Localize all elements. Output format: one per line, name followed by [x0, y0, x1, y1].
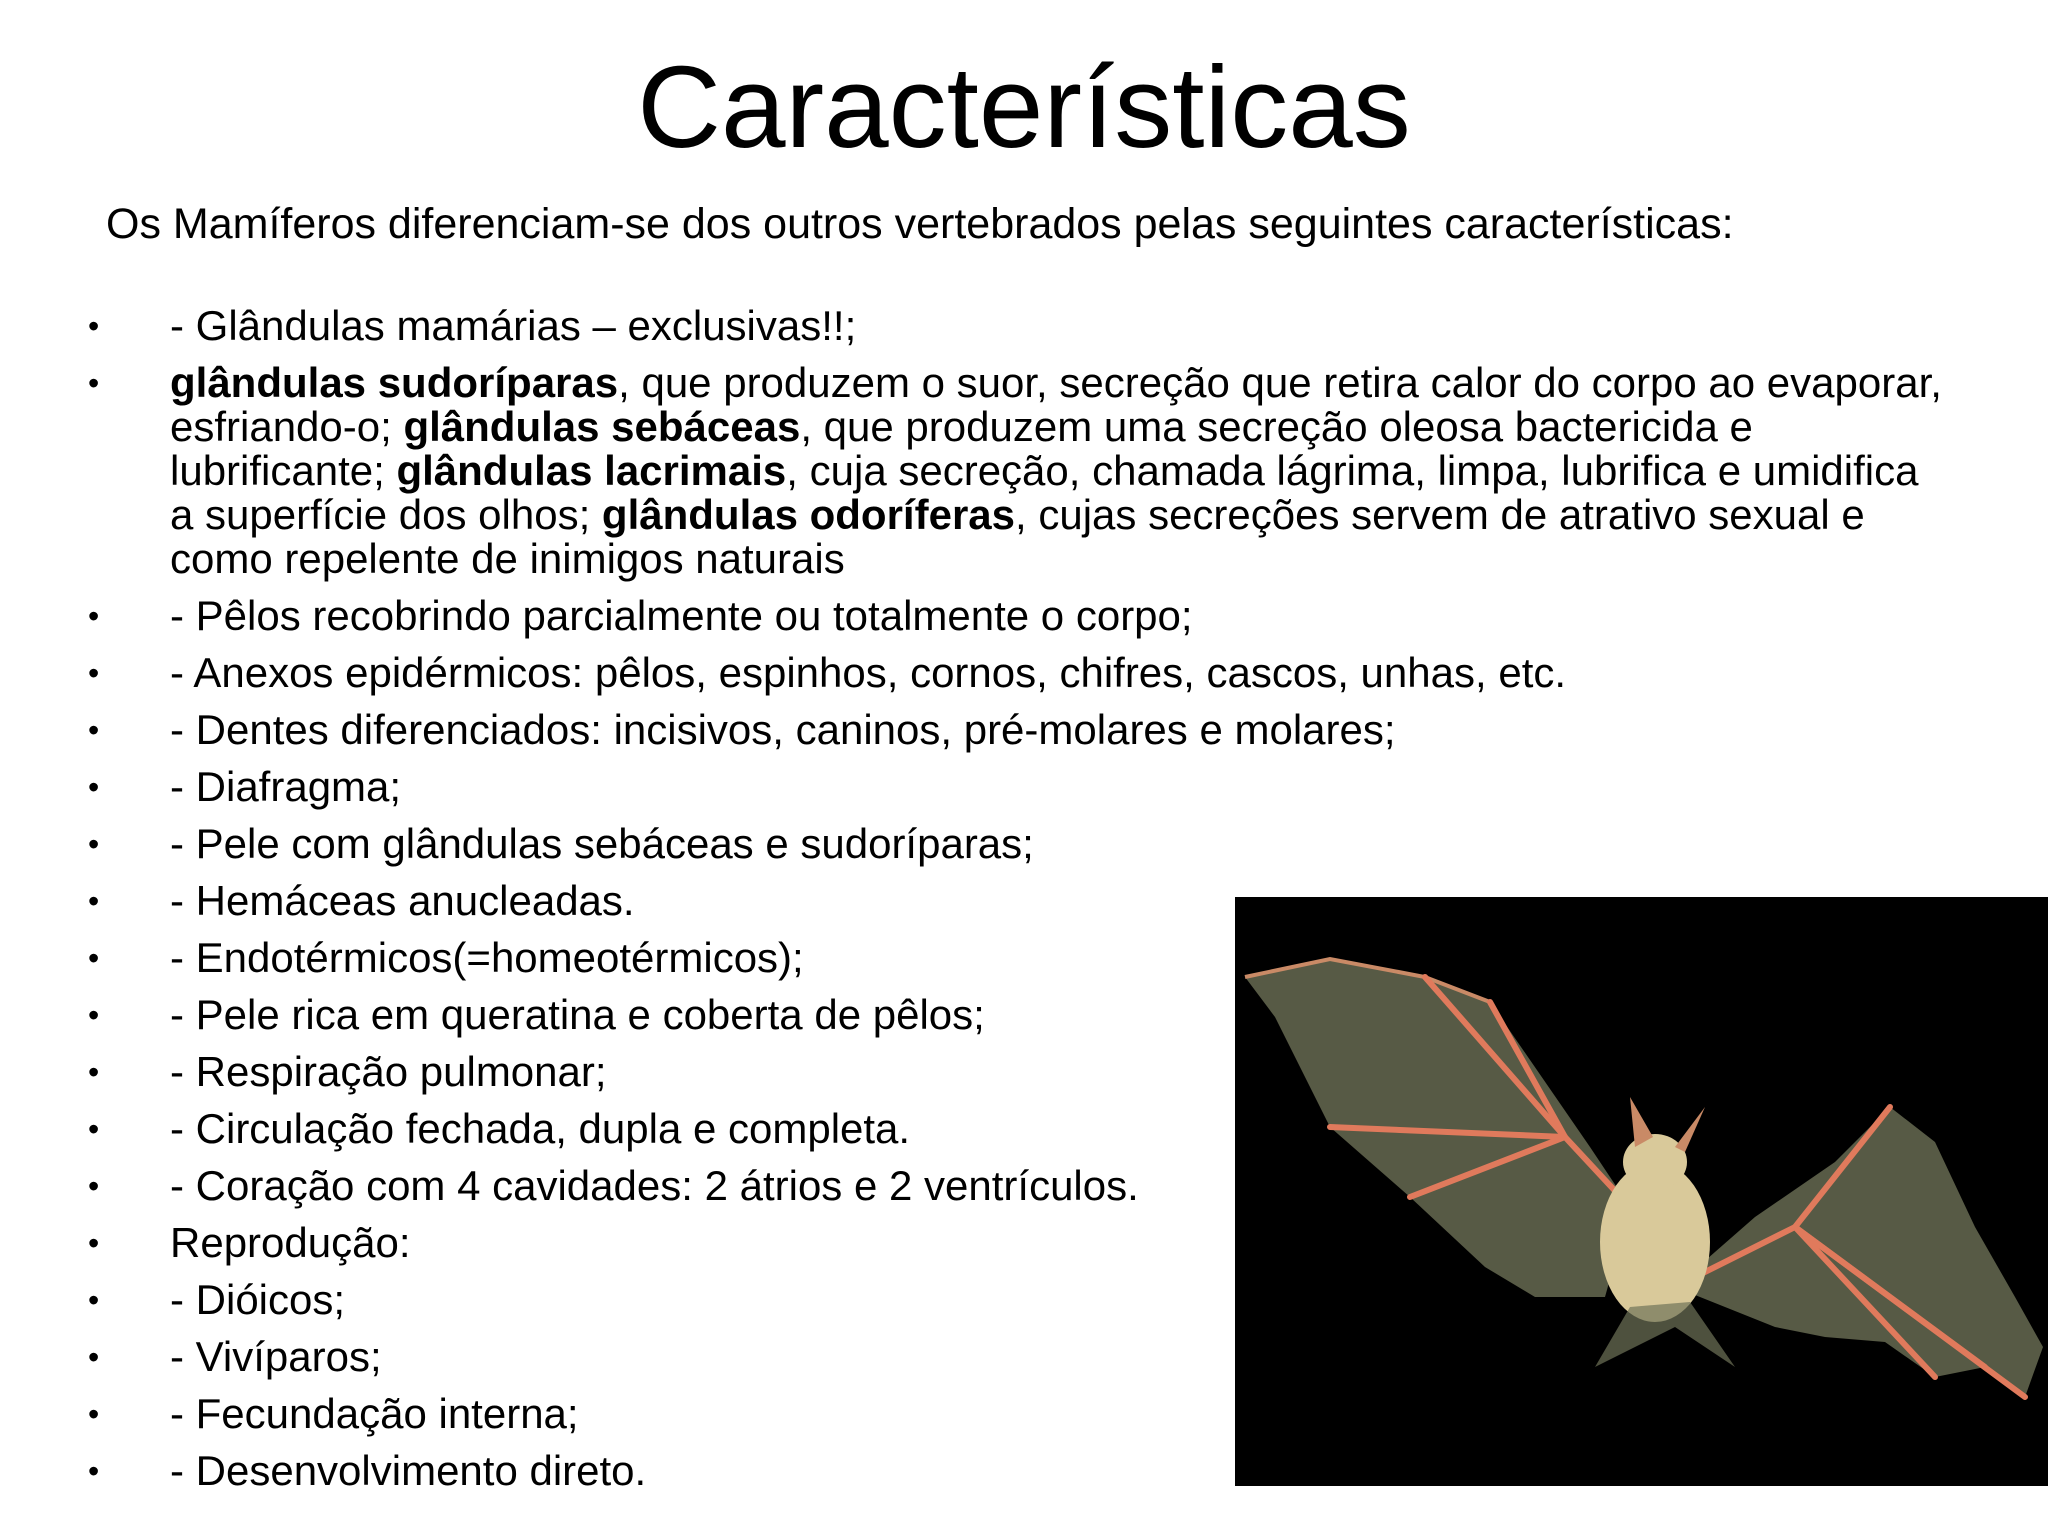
bullet-icon: • — [88, 1453, 100, 1489]
bullet-icon: • — [88, 712, 100, 748]
bullet-icon: • — [88, 1054, 100, 1090]
list-item: • - Circulação fechada, dupla e completa. — [88, 1105, 911, 1152]
bullet-icon: • — [88, 598, 100, 634]
bullet-icon: • — [88, 655, 100, 691]
list-item: • - Dentes diferenciados: incisivos, caninos, pré-molares e molares; — [88, 706, 1396, 753]
list-item: • - Anexos epidérmicos: pêlos, espinhos, cornos, chifres, cascos, unhas, etc. — [88, 649, 1567, 696]
bullet-icon: • — [88, 1282, 100, 1318]
list-item: • - Respiração pulmonar; — [88, 1048, 607, 1095]
list-item: • - Endotérmicos(=homeotérmicos); — [88, 934, 804, 981]
list-item: • - Desenvolvimento direto. — [88, 1447, 647, 1494]
list-item: • - Pêlos recobrindo parcialmente ou totalmente o corpo; — [88, 592, 1193, 639]
bullet-icon: • — [88, 826, 100, 862]
list-item: • - Vivíparos; — [88, 1333, 382, 1380]
list-item: • - Dióicos; — [88, 1276, 346, 1323]
bullet-icon: • — [88, 769, 100, 805]
bold-term: glândulas lacrimais — [396, 447, 787, 494]
bullet-icon: • — [88, 1225, 100, 1261]
list-item: • - Diafragma; — [88, 763, 402, 810]
list-item: • - Glândulas mamárias – exclusivas!!; — [88, 302, 857, 349]
bullet-icon: • — [88, 997, 100, 1033]
list-item: • - Coração com 4 cavidades: 2 átrios e 2 ventrículos. — [88, 1162, 1139, 1209]
bat-photo — [1235, 897, 2048, 1486]
bullet-icon: • — [88, 365, 100, 401]
list-item: • Reprodução: — [88, 1219, 411, 1266]
list-item: • - Hemáceas anucleadas. — [88, 877, 635, 924]
list-item: • - Pele rica em queratina e coberta de pêlos; — [88, 991, 985, 1038]
bold-term: glândulas sudoríparas — [170, 359, 619, 406]
intro-text: Os Mamíferos diferenciam-se dos outros vertebrados pelas seguintes características: — [106, 200, 1734, 248]
bullet-icon: • — [88, 1396, 100, 1432]
bullet-icon: • — [88, 940, 100, 976]
bullet-icon: • — [88, 1339, 100, 1375]
bold-term: glândulas sebáceas — [403, 403, 801, 450]
bat-head — [1623, 1134, 1687, 1190]
list-item-glands: • glândulas sudoríparas, que produzem o suor, secreção que retira calor do corpo ao evaporar, esfriando-o; glândulas sebáceas, que produzem uma secreção oleosa bactericida e lubrificante; glândulas lacrimais, cuja secreção, chamada lágrima, limpa, lubrifica e umidifica a superfície dos olhos; glândulas odoríferas, cujas secreções servem de atrativo sexual e como repelente de inimigos naturais — [88, 359, 1942, 582]
list-item: • - Pele com glândulas sebáceas e sudoríparas; — [88, 820, 1034, 867]
bullet-icon: • — [88, 308, 100, 344]
bold-term: glândulas odoríferas — [601, 491, 1016, 538]
bullet-icon: • — [88, 1168, 100, 1204]
list-item: • - Fecundação interna; — [88, 1390, 579, 1437]
bullet-icon: • — [88, 883, 100, 919]
bullet-icon: • — [88, 1111, 100, 1147]
slide-title: Características — [637, 42, 1411, 172]
bat-illustration — [1235, 897, 2048, 1486]
